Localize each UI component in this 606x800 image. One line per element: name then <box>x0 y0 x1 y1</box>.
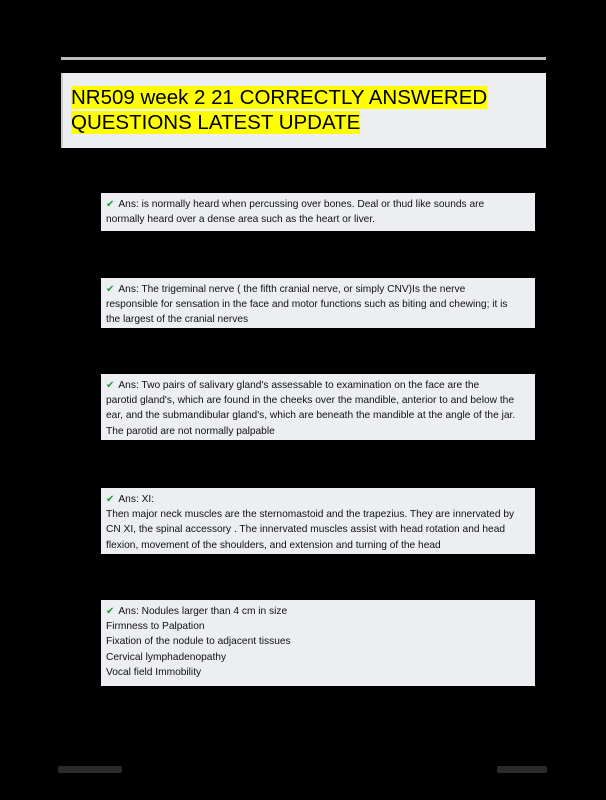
answer-box-1 <box>101 193 535 231</box>
answer-box-4 <box>101 488 535 554</box>
answer-line: Cervical lymphadenopathy <box>106 651 227 663</box>
check-icon: ✔ <box>106 284 115 295</box>
answer-box-5 <box>101 600 535 686</box>
answer-text: Ans: The trigeminal nerve ( the fifth cranial nerve, or simply CNV)Is the nerve <box>118 284 466 295</box>
answer-text: Ans: is normally heard when percussing over bones. Deal or thud like sounds are <box>118 199 485 210</box>
footer-right-mark <box>497 766 547 773</box>
answer-line <box>106 604 531 619</box>
footer-left-mark <box>58 766 122 773</box>
answer-text: Ans: XI: <box>118 494 155 505</box>
answer-line: the largest of the cranial nerves <box>106 314 249 326</box>
title-box <box>61 73 546 148</box>
answer-box-3 <box>101 374 535 440</box>
answer-text: Ans: Nodules larger than 4 cm in size <box>118 606 288 617</box>
answer-line: Then major neck muscles are the sternomastoid and the trapezius. They are innervated by <box>106 509 515 521</box>
answer-line: parotid gland's, which are found in the cheeks over the mandible, anterior to and below the <box>106 395 515 407</box>
answer-line: Fixation of the nodule to adjacent tissues <box>106 636 291 648</box>
title-line-1: NR509 week 2 21 CORRECTLY ANSWERED <box>71 86 488 109</box>
check-icon: ✔ <box>106 494 115 505</box>
page-title <box>71 85 487 135</box>
answer-line <box>106 378 531 393</box>
answer-line <box>106 492 531 507</box>
title-line-2: QUESTIONS LATEST UPDATE <box>71 111 361 134</box>
check-icon: ✔ <box>106 606 115 617</box>
answer-box-2 <box>101 278 535 328</box>
answer-line: Firmness to Palpation <box>106 621 205 633</box>
check-icon: ✔ <box>106 380 115 391</box>
answer-line: Vocal field Immobility <box>106 666 202 678</box>
answer-line <box>106 282 531 297</box>
answer-line: The parotid are not normally palpable <box>106 425 275 437</box>
answer-line: responsible for sensation in the face and motor functions such as biting and chewing; it is <box>106 299 508 311</box>
answer-line: normally heard over a dense area such as the heart or liver. <box>106 214 375 226</box>
answer-line <box>106 197 531 212</box>
check-icon: ✔ <box>106 199 115 210</box>
answer-text: Ans: Two pairs of salivary gland's assessable to examination on the face are the <box>118 380 480 391</box>
answer-line: ear, and the submandibular gland's, which are beneath the mandible at the angle of the jar. <box>106 410 516 422</box>
answer-line: CN XI, the spinal accessory . The innervated muscles assist with head rotation and head <box>106 524 506 536</box>
answer-line: flexion, movement of the shoulders, and extension and turning of the head <box>106 539 441 551</box>
top-divider <box>61 57 546 60</box>
